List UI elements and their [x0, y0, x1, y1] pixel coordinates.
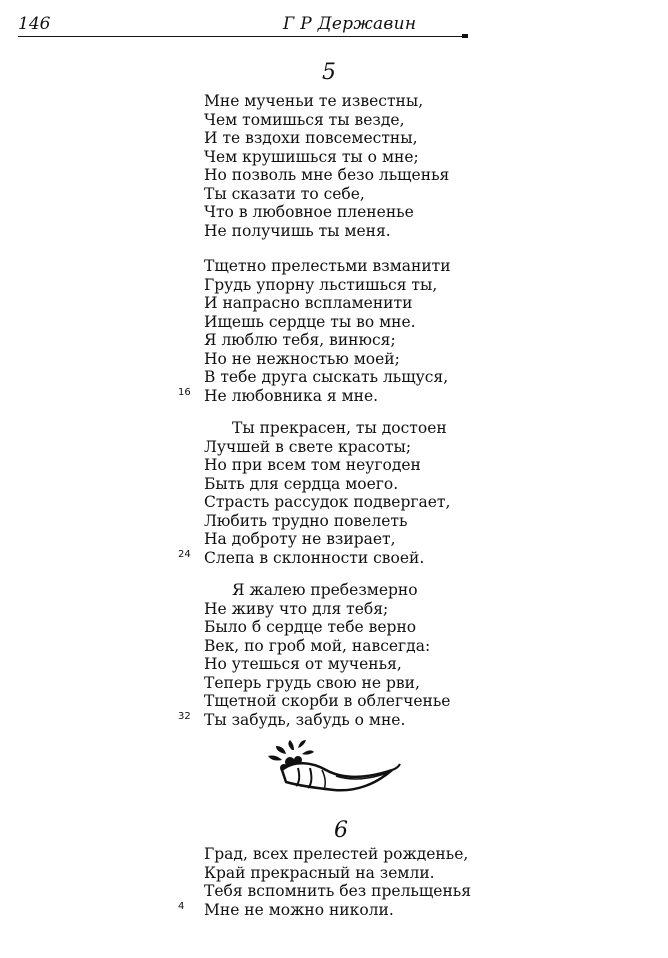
poem-line: Любить трудно повелеть	[204, 511, 408, 530]
poem-line: Чем крушишься ты о мне;	[204, 147, 419, 166]
line-number: 4	[178, 900, 185, 912]
running-title: Г Р Державин	[283, 14, 417, 34]
poem-line-numbered	[178, 548, 450, 568]
stanza-poem6	[178, 845, 472, 919]
poem-line: И напрасно вспламенити	[204, 294, 413, 312]
poem-line: Но при всем том неугоден	[204, 456, 421, 474]
poem-line-numbered	[178, 386, 451, 406]
stanza-4	[178, 581, 451, 729]
poem-line: Лучшей в свете красоты;	[204, 437, 412, 456]
line-number: 16	[178, 386, 191, 398]
poem-line-text: Мне не можно николи.	[204, 900, 394, 919]
poem-line: Век, по гроб мой, навсегда:	[204, 636, 431, 655]
poem-line: Чем томишься ты везде,	[204, 110, 405, 129]
poem-line: Теперь грудь свою не рви,	[204, 673, 420, 692]
poem-line: И те вздохи повсеместны,	[204, 129, 418, 147]
poem-line: Страсть рассудок подвергает,	[204, 493, 451, 511]
poem-line: Мне мученьи те известны,	[204, 92, 424, 110]
poem-line: Ты сказати то себе,	[204, 184, 365, 203]
poem-line-text: Ты забудь, забудь о мне.	[204, 710, 406, 729]
poem-line-numbered	[178, 710, 450, 730]
header-rule	[18, 36, 468, 37]
poem-line: Ищешь сердце ты во мне.	[204, 312, 416, 331]
poem-line: На доброту не взирает,	[204, 530, 396, 548]
poem-line: В тебе друга сыскать льщуся,	[204, 368, 449, 386]
poem-line-text: Не любовника я мне.	[204, 386, 379, 405]
poem-line: Не живу что для тебя;	[204, 599, 389, 618]
stanza-3	[178, 419, 451, 567]
poem-number-5: 5	[322, 60, 336, 85]
poem-line: Быть для сердца моего.	[204, 474, 399, 493]
line-number: 24	[178, 548, 191, 560]
header-rule-end	[462, 34, 468, 38]
poem-line: Я люблю тебя, винюся;	[204, 331, 396, 349]
line-number: 32	[178, 710, 191, 722]
poem-line: Было б сердце тебе верно	[204, 618, 417, 636]
poem-line-text: Слепа в склонности своей.	[204, 548, 425, 567]
poem-line: Не получишь ты меня.	[204, 221, 391, 240]
poem-line: Град, всех прелестей рожденье,	[204, 845, 469, 863]
stanza-1	[204, 92, 449, 240]
page-number: 146	[18, 14, 51, 34]
poem-line: Я жалею пребезмерно	[232, 581, 418, 599]
poem-number-6: 6	[334, 818, 348, 843]
poem-line: Но утешься от мученья,	[204, 655, 402, 673]
poem-line: Что в любовное плененье	[204, 203, 414, 221]
poem-line: Грудь упорну льстишься ты,	[204, 275, 438, 294]
poem-line: Но не нежностью моей;	[204, 349, 400, 368]
poem-line: Край прекрасный на земли.	[204, 863, 435, 882]
poem-line-numbered	[178, 900, 471, 920]
stanza-2	[178, 257, 451, 405]
poem-line: Но позволь мне безо льщенья	[204, 166, 450, 184]
poem-line: Тебя вспомнить без прельщенья	[204, 882, 472, 900]
poem-line: Ты прекрасен, ты достоен	[232, 419, 447, 437]
poem-line: Тщетной скорби в облегченье	[204, 692, 451, 710]
poem-line: Тщетно прелестьми взманити	[204, 257, 451, 275]
running-header	[18, 14, 468, 38]
cornucopia-ornament-icon	[264, 740, 404, 800]
